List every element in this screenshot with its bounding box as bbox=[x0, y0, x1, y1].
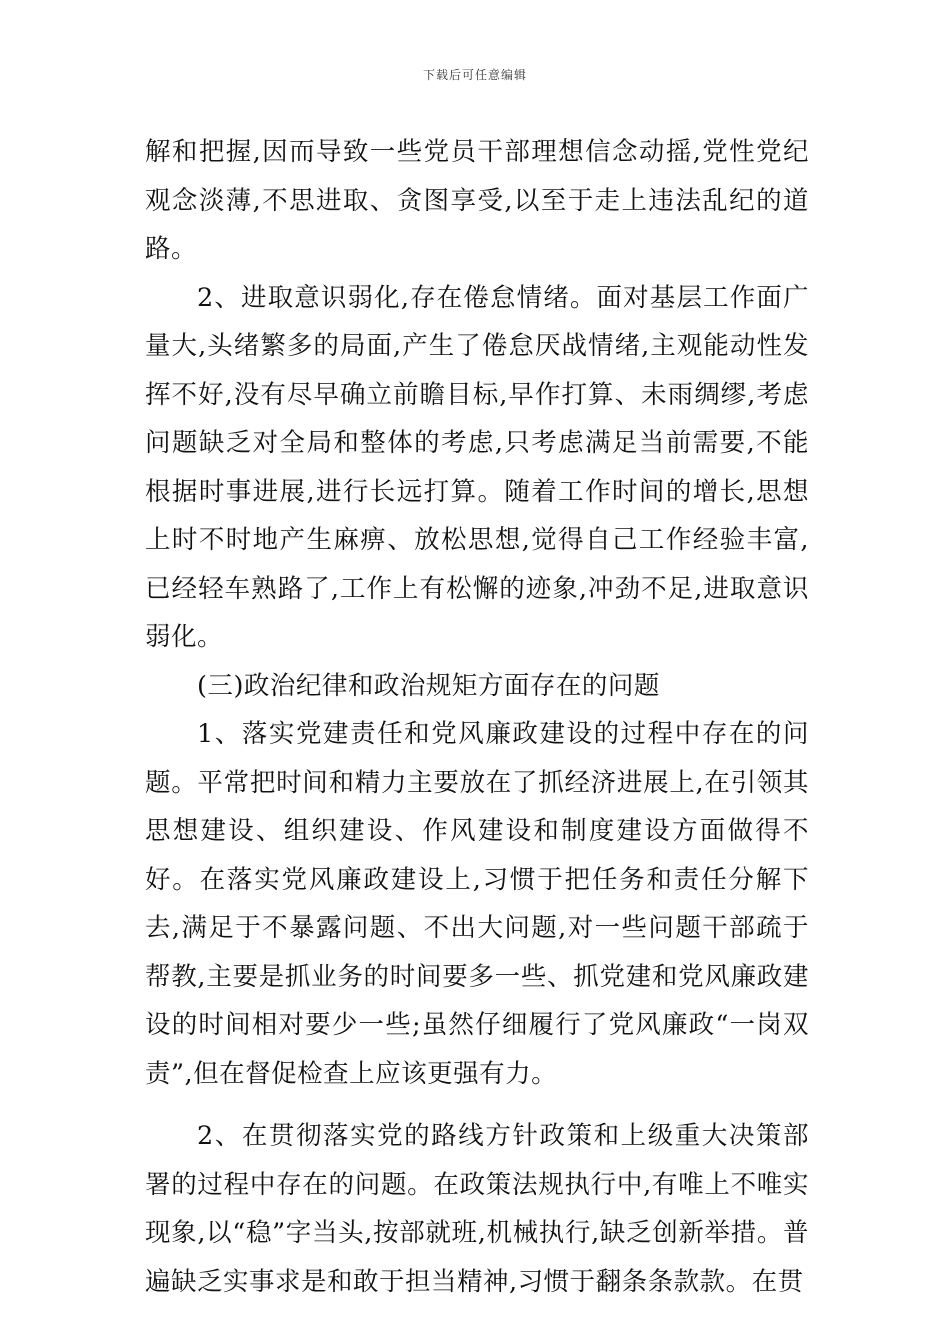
paragraph-item-1-party-building: 1、落实党建责任和党风廉政建设的过程中存在的问题。平常把时间和精力主要放在了抓经济进展上,在引领其思想建设、组织建设、作风建设和制度建设方面做得不好。在落实党风廉政建设上,习惯于把任务和责任分解下去,满足于不暴露问题、不出大问题,对一些问题干部疏于帮教,主要是抓业务的时间要多一些、抓党建和党风廉政建设的时间相对要少一些;虽然仔细履行了党风廉政“一岗双责”,但在督促检查上应该更强有力。 bbox=[145, 719, 809, 1089]
paragraph-item-2-policy-implementation: 2、在贯彻落实党的路线方针政策和上级重大决策部署的过程中存在的问题。在政策法规执行中,有唯上不唯实现象,以“稳”字当头,按部就班,机械执行,缺乏创新举措。普遍缺乏实事求是和敢于担当精神,习惯于翻条条款款。在贯 bbox=[145, 1121, 809, 1297]
document-body bbox=[145, 128, 809, 1306]
paragraph-item-2-progress-awareness: 2、进取意识弱化,存在倦怠情绪。面对基层工作面广量大,头绪繁多的局面,产生了倦怠厌战情绪,主观能动性发挥不好,没有尽早确立前瞻目标,早作打算、未雨绸缪,考虑问题缺乏对全局和整体的考虑,只考虑满足当前需要,不能根据时事进展,进行长远打算。随着工作时间的增长,思想上时不时地产生麻痹、放松思想,觉得自己工作经验丰富,已经轻车熟路了,工作上有松懈的迹象,冲劲不足,进取意识弱化。 bbox=[145, 282, 809, 652]
section-heading-political-discipline: (三)政治纪律和政治规矩方面存在的问题 bbox=[197, 670, 660, 701]
page-header-note: 下载后可任意编辑 bbox=[422, 68, 527, 82]
paragraph-continuation: 解和把握,因而导致一些党员干部理想信念动摇,党性党纪观念淡薄,不思进取、贪图享受,以至于走上违法乱纪的道路。 bbox=[145, 137, 809, 264]
